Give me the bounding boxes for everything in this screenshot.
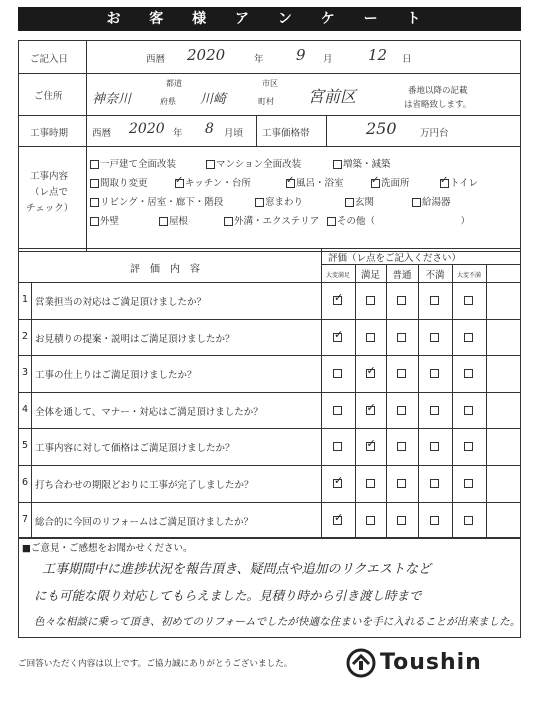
period-month: 8	[205, 121, 214, 137]
work-label-2: （レ点で	[30, 187, 69, 198]
pref-suffix-bottom: 府県	[160, 97, 176, 106]
checkbox[interactable]	[286, 175, 295, 188]
rating-column-header: 満足	[360, 270, 380, 281]
checkbox[interactable]	[90, 160, 99, 169]
checkbox[interactable]	[90, 217, 99, 226]
rating-checkbox[interactable]	[366, 400, 376, 415]
eval-header-rating: 評価（レ点をご記入ください）	[328, 253, 462, 264]
divider	[355, 264, 356, 538]
work-option-label: 屋根	[169, 216, 189, 227]
rating-checkbox[interactable]	[464, 333, 473, 342]
divider	[18, 282, 521, 283]
address-area: 宮前区	[308, 87, 357, 106]
entry-month: 9	[296, 46, 306, 64]
comment-line-1: 工事期間中に進捗状況を報告頂き、疑問点や追加のリクエストなど	[42, 562, 431, 577]
rating-checkbox[interactable]	[464, 479, 473, 488]
rating-checkbox[interactable]	[430, 406, 439, 415]
question-number: 5	[22, 440, 29, 452]
divider	[18, 465, 521, 466]
pref-suffix-top: 都道	[166, 79, 182, 88]
check-mark-icon: ✓	[334, 327, 344, 341]
address-note-1: 番地以降の記載	[408, 86, 468, 96]
checkbox[interactable]	[440, 175, 449, 188]
rating-checkbox[interactable]	[333, 406, 342, 415]
rating-checkbox[interactable]	[464, 296, 473, 305]
rating-checkbox[interactable]	[464, 406, 473, 415]
rating-checkbox[interactable]	[430, 369, 439, 378]
rating-checkbox[interactable]	[366, 333, 375, 342]
checkbox[interactable]	[206, 160, 215, 169]
checkbox[interactable]	[371, 175, 380, 188]
question-number: 4	[22, 403, 29, 415]
work-option[interactable]	[159, 213, 188, 227]
work-option[interactable]	[90, 194, 223, 208]
work-option[interactable]	[90, 213, 119, 227]
address-prefecture: 神奈川	[92, 92, 132, 107]
rating-checkbox[interactable]	[366, 364, 376, 378]
evaluation-table	[18, 248, 521, 538]
entry-year: 2020	[187, 46, 226, 64]
rating-checkbox[interactable]	[464, 369, 473, 378]
checkbox[interactable]	[175, 175, 184, 188]
work-option-label: 玄関	[355, 197, 375, 208]
rating-checkbox[interactable]	[430, 333, 439, 342]
checkbox[interactable]	[333, 160, 342, 169]
period-era: 西暦	[92, 128, 112, 139]
divider	[326, 115, 327, 146]
work-option-label: マンション全面改装	[216, 159, 302, 170]
rating-checkbox[interactable]	[397, 333, 406, 342]
rating-checkbox[interactable]	[397, 406, 406, 415]
work-option-label: 外溝・エクステリア	[234, 216, 320, 227]
question-text: 全体を通して、マナー・対応はご満足頂けましたか？	[35, 406, 263, 418]
work-option[interactable]	[345, 194, 374, 208]
check-mark-icon: ✓	[371, 175, 380, 186]
rating-column-header: 大変不満	[456, 272, 481, 279]
rating-checkbox[interactable]	[397, 442, 406, 451]
rating-checkbox[interactable]	[430, 296, 439, 305]
divider	[86, 40, 87, 252]
work-option[interactable]	[440, 175, 478, 189]
eval-header-content: 評 価 内 容	[130, 264, 200, 275]
city-suffix-bottom: 町村	[258, 97, 274, 106]
question-number: 2	[22, 330, 29, 342]
question-text: 工事の仕上りはご満足頂けましたか？	[35, 370, 197, 382]
work-option[interactable]	[255, 194, 303, 208]
check-mark-icon: ✓	[334, 291, 344, 304]
divider	[18, 146, 521, 147]
divider	[18, 319, 521, 320]
page-title: お 客 様 ア ン ケ ー ト	[18, 7, 521, 31]
entry-day-unit: 日	[402, 54, 412, 65]
work-option[interactable]	[286, 175, 344, 189]
work-option[interactable]	[90, 175, 148, 189]
question-number: 1	[22, 294, 29, 305]
divider	[18, 428, 521, 429]
work-option-label: キッチン・台所	[185, 178, 251, 189]
work-option[interactable]	[175, 175, 251, 189]
divider	[31, 319, 32, 356]
rating-checkbox[interactable]	[333, 327, 344, 342]
entry-era: 西暦	[146, 54, 166, 65]
work-option-label: リビング・居室・廊下・階段	[100, 197, 224, 208]
check-mark-icon: ✓	[366, 400, 376, 414]
rating-column-header: 不満	[425, 270, 445, 281]
checkbox[interactable]	[412, 198, 421, 207]
divider	[31, 355, 32, 392]
comment-line-3: 色々な相談に乗って頂き、初めてのリフォームでしたが快適な住まいを手に入れることが出来ました。	[34, 616, 521, 628]
rating-checkbox[interactable]	[333, 291, 344, 305]
divider	[18, 502, 521, 503]
work-option-label: 間取り変更	[100, 178, 148, 189]
check-mark-icon: ✓	[334, 474, 344, 487]
work-option-label: トイレ	[450, 178, 479, 189]
checkbox[interactable]	[159, 217, 168, 226]
rating-checkbox[interactable]	[397, 296, 406, 305]
check-mark-icon: ✓	[366, 364, 376, 378]
check-mark-icon: ✓	[175, 175, 184, 186]
divider	[418, 264, 419, 538]
entry-day: 12	[368, 46, 388, 64]
checkbox[interactable]	[90, 179, 99, 188]
work-option-label: その他（ ）	[337, 216, 471, 227]
price-label: 工事価格帯	[262, 128, 310, 139]
work-option-label: 外壁	[100, 216, 120, 227]
divider	[18, 392, 521, 393]
footer-thanks: ご回答いただく内容は以上です。ご協力誠にありがとうございました。	[18, 659, 293, 669]
work-option-label: 給湯器	[422, 197, 451, 208]
rating-checkbox[interactable]	[366, 296, 375, 305]
checkbox[interactable]	[255, 198, 264, 207]
rating-column-header: 普通	[392, 270, 412, 281]
rating-checkbox[interactable]	[430, 442, 439, 451]
checkbox[interactable]	[327, 217, 336, 226]
rating-checkbox[interactable]	[333, 369, 342, 378]
checkbox[interactable]	[90, 198, 99, 207]
rating-checkbox[interactable]	[464, 516, 473, 525]
rating-checkbox[interactable]	[333, 474, 344, 488]
rating-checkbox[interactable]	[366, 516, 375, 525]
check-mark-icon: ✓	[366, 437, 376, 451]
city-suffix-top: 市区	[262, 79, 278, 88]
divider	[321, 264, 521, 265]
divider	[386, 264, 387, 538]
address-note-2: は省略致します。	[404, 100, 472, 110]
period-month-unit: 月頃	[224, 128, 244, 139]
check-mark-icon: ✓	[440, 175, 449, 186]
work-option[interactable]	[371, 175, 410, 189]
house-t-icon	[346, 648, 376, 678]
rating-checkbox[interactable]	[397, 479, 406, 488]
work-option[interactable]	[412, 194, 451, 208]
comment-line-2: にも可能な限り対応してもらえました。見積り時から引き渡し時まで	[34, 588, 422, 603]
divider	[31, 392, 32, 429]
work-option[interactable]	[224, 213, 319, 227]
divider	[31, 282, 32, 319]
work-option[interactable]	[206, 156, 301, 170]
work-option-label: 窓まわり	[265, 197, 304, 208]
divider	[31, 502, 32, 539]
work-option-label: 風呂・浴室	[296, 178, 344, 189]
rating-checkbox[interactable]	[464, 442, 473, 451]
checkbox[interactable]	[224, 217, 233, 226]
work-label-1: 工事内容	[30, 171, 69, 182]
rating-checkbox[interactable]	[397, 369, 406, 378]
divider	[452, 264, 453, 538]
rating-checkbox[interactable]	[397, 516, 406, 525]
work-label-3: チェック）	[26, 203, 74, 214]
divider	[31, 428, 32, 465]
rating-checkbox[interactable]	[333, 510, 344, 525]
rating-column-header: 大変満足	[325, 272, 350, 279]
check-mark-icon: ✓	[286, 175, 295, 186]
work-option-label: 洗面所	[381, 178, 410, 189]
divider	[486, 264, 487, 538]
entry-date-label: ご記入日	[30, 54, 69, 65]
question-text: お見積りの提案・説明はご満足頂けましたか？	[35, 333, 235, 345]
comments-label: ■ご意見・ご感想をお聞かせください。	[22, 543, 193, 554]
address-city: 川崎	[200, 92, 227, 107]
question-number: 7	[22, 513, 29, 525]
check-mark-icon: ✓	[334, 510, 344, 524]
work-option[interactable]	[90, 156, 176, 170]
rating-checkbox[interactable]	[430, 516, 439, 525]
period-year: 2020	[129, 121, 165, 137]
rating-checkbox[interactable]	[430, 479, 439, 488]
question-number: 6	[22, 477, 29, 488]
rating-checkbox[interactable]	[333, 442, 342, 451]
period-label: 工事時期	[30, 128, 69, 139]
question-text: 営業担当の対応はご満足頂けましたか？	[35, 297, 207, 308]
divider	[31, 465, 32, 502]
company-logo-text: Toushin	[380, 650, 482, 675]
work-option[interactable]	[327, 213, 470, 227]
rating-checkbox[interactable]	[366, 437, 376, 451]
period-year-unit: 年	[173, 128, 183, 139]
work-option[interactable]	[333, 156, 391, 170]
question-number: 3	[22, 367, 29, 379]
divider	[256, 115, 257, 146]
entry-year-unit: 年	[254, 54, 264, 65]
question-text: 打ち合わせの期限どおりに工事が完了しましたか？	[35, 480, 254, 491]
divider	[321, 248, 322, 538]
checkbox[interactable]	[345, 198, 354, 207]
entry-month-unit: 月	[323, 54, 333, 65]
price-unit: 万円台	[420, 128, 449, 139]
divider	[18, 355, 521, 356]
divider	[18, 115, 521, 116]
address-label: ご住所	[34, 91, 63, 102]
divider	[18, 73, 521, 74]
price-value: 250	[366, 119, 397, 138]
question-text: 工事内容に対して価格はご満足頂けましたか？	[35, 443, 235, 455]
work-option-label: 増築・減築	[343, 159, 391, 170]
work-option-label: 一戸建て全面改装	[100, 159, 177, 170]
rating-checkbox[interactable]	[366, 479, 375, 488]
question-text: 総合的に今回のリフォームはご満足頂けましたか？	[35, 516, 254, 528]
